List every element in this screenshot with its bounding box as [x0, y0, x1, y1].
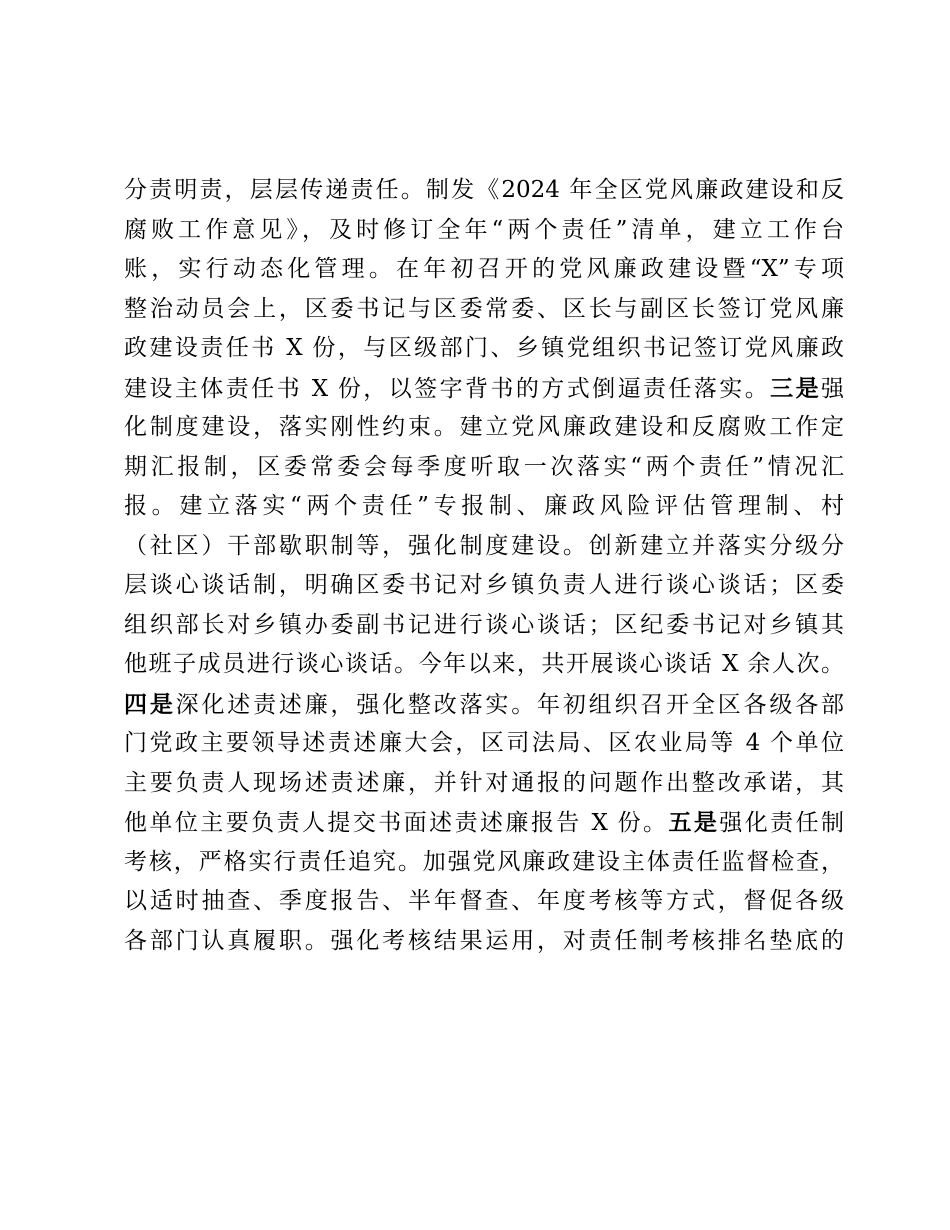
emphasis-marker: 四是	[124, 690, 176, 718]
text-line	[124, 685, 844, 725]
text-line	[124, 527, 844, 567]
text-line	[124, 764, 844, 804]
text-run: 整治动员会上，区委书记与区委常委、区长与副区长签订党风廉	[124, 295, 844, 322]
text-line	[124, 329, 844, 369]
text-run: 强化责任制	[719, 810, 845, 836]
text-run: 建设主体责任书 X 份，以签字背书的方式倒逼责任落实。	[124, 375, 771, 402]
text-line	[124, 408, 844, 448]
text-run: 他单位主要负责人提交书面述责述廉报告 X 份。	[124, 810, 669, 836]
text-line	[124, 724, 844, 764]
text-run: 组织部长对乡镇办委副书记进行谈心谈话；区纪委书记对乡镇其	[124, 611, 844, 638]
text-run: 期汇报制，区委常委会每季度听取一次落实“两个责任”情况汇	[124, 453, 844, 480]
text-line	[124, 566, 844, 606]
text-line	[124, 843, 844, 883]
text-run: 分责明责，层层传递责任。制发《2024 年全区党风廉政建设和反	[124, 177, 844, 203]
text-run: 政建设责任书 X 份，与区级部门、乡镇党组织书记签订党风廉政	[124, 335, 844, 361]
text-line	[124, 606, 844, 646]
text-run: 以适时抽查、季度报告、半年督查、年度考核等方式，督促各级	[124, 888, 844, 914]
text-line	[124, 250, 844, 290]
text-run: 层谈心谈话制，明确区委书记对乡镇负责人进行谈心谈话；区委	[124, 572, 844, 598]
text-run: 强	[821, 375, 844, 402]
text-run: 考核，严格实行责任追究。加强党风廉政建设主体责任监督检查，	[124, 848, 844, 875]
text-run: 腐败工作意见》，及时修订全年“两个责任”清单，建立工作台	[124, 216, 844, 243]
emphasis-marker: 五是	[668, 809, 720, 836]
text-run: （社区）干部歇职制等，强化制度建设。创新建立并落实分级分	[124, 532, 844, 559]
text-run: 深化述责述廉，强化整改落实。年初组织召开全区各级各部	[175, 691, 845, 718]
body-paragraph	[124, 171, 844, 961]
text-line	[124, 487, 844, 527]
text-line	[124, 882, 844, 922]
text-line	[124, 211, 844, 251]
emphasis-marker: 三是	[770, 374, 821, 402]
text-run: 主要负责人现场述责述廉，并针对通报的问题作出整改承诺，其	[124, 769, 844, 796]
text-run: 报。建立落实“两个责任”专报制、廉政风险评估管理制、村	[124, 493, 844, 519]
text-run: 他班子成员进行谈心谈话。今年以来，共开展谈心谈话 X 余人次。	[124, 651, 844, 677]
text-run: 各部门认真履职。强化考核结果运用，对责任制考核排名垫底的	[124, 927, 844, 954]
text-run: 化制度建设，落实刚性约束。建立党风廉政建设和反腐败工作定	[124, 414, 844, 440]
text-line	[124, 448, 844, 488]
text-line	[124, 369, 844, 409]
text-line	[124, 922, 844, 962]
text-line	[124, 645, 844, 685]
text-line	[124, 171, 844, 211]
text-run: 门党政主要领导述责述廉大会，区司法局、区农业局等 4 个单位	[124, 730, 844, 756]
text-run: 账，实行动态化管理。在年初召开的党风廉政建设暨“X”专项	[124, 256, 844, 282]
text-line	[124, 290, 844, 330]
text-line	[124, 803, 844, 843]
